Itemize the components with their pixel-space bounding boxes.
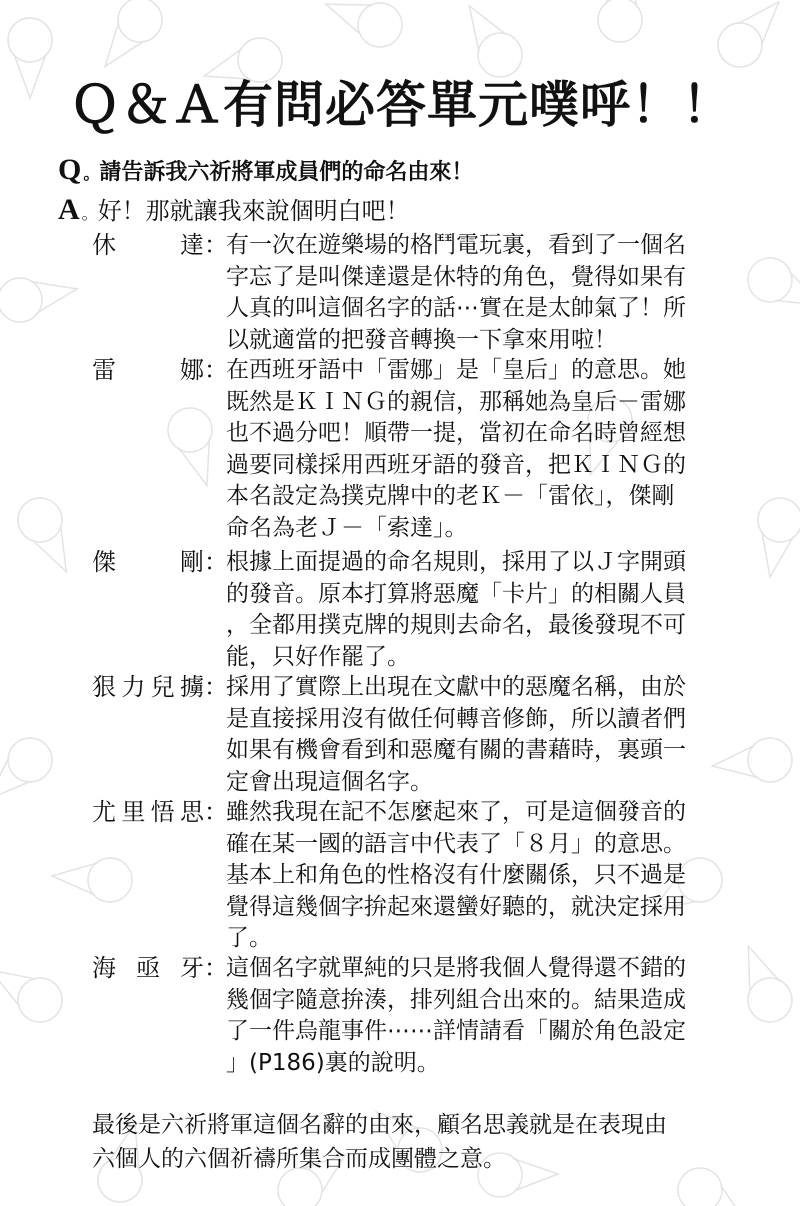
answer-mark-letter: A <box>58 193 80 226</box>
entry-name-char: 雷 <box>92 356 116 384</box>
entry-name-char: 狠 <box>92 673 116 701</box>
entry-text-line: 字忘了是叫傑達還是休特的角色，覺得如果有 <box>226 263 686 290</box>
entry-text-line: ，全都用撲克牌的規則去命名，最後發現不可 <box>226 612 686 638</box>
entry-text-line: 也不過分吧！順帶一提，當初在命名時曾經想 <box>226 420 686 446</box>
entry-text-line: 的發音。原本打算將惡魔「卡片」的相關人員 <box>226 580 686 607</box>
entry-name-chars <box>92 797 204 828</box>
entry-text-line: 人真的叫這個名字的話⋯實在是太帥氣了！所 <box>226 295 686 321</box>
question-text: 請告訴我六祈將軍成員們的命名由來！ <box>99 160 474 185</box>
entry-name <box>92 355 222 386</box>
entry-text-line: 本名設定為撲克牌中的老Ｋ－「雷依」，傑剛 <box>226 483 675 509</box>
entry-name-char: 兒 <box>150 673 175 701</box>
entry-name-chars <box>92 547 204 578</box>
entry-colon: ： <box>204 356 228 384</box>
entry-text-line: 覺得這幾個字拚起來還蠻好聽的，就決定採用 <box>226 893 686 920</box>
entry-name-char: 剛 <box>180 548 204 576</box>
entry-name-chars <box>92 953 204 984</box>
entry-name <box>92 797 222 828</box>
entry-name-char: 亟 <box>136 954 160 982</box>
entry-text-line: 基本上和角色的性格沒有什麼關係，只不過是 <box>226 862 686 888</box>
entry-colon: ： <box>204 798 228 826</box>
entry-text <box>226 230 752 356</box>
entry-text-line: 有一次在遊樂場的格鬥電玩裏，看到了一個名 <box>226 232 686 258</box>
entry-text-line: 過要同樣採用西班牙語的發音，把ＫＩＮＧ的 <box>226 451 686 478</box>
closing-line: 最後是六祈將軍這個名辭的由來，顧名思義就是在表現由 <box>92 1112 667 1138</box>
entry-name-char: 牙 <box>180 954 204 982</box>
entry-name-char: 尤 <box>92 798 116 826</box>
entry-text-line: 既然是ＫＩＮＧ的親信，那稱她為皇后－雷娜 <box>226 388 686 415</box>
entry-text-line: 採用了實際上出現在文獻中的惡魔名稱，由於 <box>226 674 686 700</box>
entry-name-char: 傑 <box>92 548 116 576</box>
closing-line: 六個人的六個祈禱所集合而成團體之意。 <box>92 1146 506 1172</box>
entry-text-line: 如果有機會看到和惡魔有關的書藉時，裏頭一 <box>226 737 686 763</box>
entry-name-char: 擄 <box>179 673 204 701</box>
entry-text-line: 以就適當的把發音轉換一下拿來用啦！ <box>226 326 617 353</box>
entry-text-line: 定會出現這個名字。 <box>226 768 433 795</box>
entry-text-line: 命名為老Ｊ－「索達」。 <box>226 514 468 541</box>
entry-text-line: 能，只好作罷了。 <box>226 643 410 670</box>
page-title: Ｑ＆Ａ有問必答單元噗呼！！ <box>70 76 733 134</box>
entry-text <box>226 953 752 1079</box>
entry-text <box>226 355 752 544</box>
entry-text <box>226 547 752 673</box>
entry-name-char: 悟 <box>150 798 175 826</box>
answer-line <box>58 193 410 231</box>
entry-text-line: 了一件烏龍事件⋯⋯詳情請看「關於角色設定 <box>226 1018 686 1044</box>
entry-colon: ： <box>204 548 228 576</box>
entry-name <box>92 547 222 578</box>
entry-name <box>92 953 222 984</box>
question-mark-letter: Q <box>58 153 82 186</box>
entry-name-char: 力 <box>121 673 146 701</box>
entry-name-char: 休 <box>92 231 116 259</box>
entry-name <box>92 672 222 703</box>
entry-text <box>226 797 752 955</box>
entry-text <box>226 672 752 798</box>
closing-paragraph <box>92 1108 752 1176</box>
answer-text: 好！那就讓我來說個明白吧！ <box>97 197 410 225</box>
question-line <box>58 155 473 189</box>
entry-name-char: 達 <box>180 231 204 259</box>
entry-name-chars <box>92 355 204 386</box>
entry-text-line: 」(P186)裏的說明。 <box>226 1049 440 1076</box>
entry-name-chars <box>92 230 204 261</box>
entry-text-line: 在西班牙語中「雷娜」是「皇后」的意思。她 <box>226 357 686 383</box>
entry-name-char: 里 <box>121 798 146 826</box>
entry-text-line: 是直接採用沒有做任何轉音修飾，所以讀者們 <box>226 705 686 732</box>
entry-text-line: 根據上面提過的命名規則，採用了以Ｊ字開頭 <box>226 549 686 575</box>
entry-name-char: 娜 <box>180 356 204 384</box>
entry-text-line: 雖然我現在記不怎麼起來了，可是這個發音的 <box>226 799 686 825</box>
entry-text-line: 確在某一國的語言中代表了「８月」的意思。 <box>226 830 686 857</box>
entry-colon: ： <box>204 954 228 982</box>
entry-name-char: 思 <box>179 798 204 826</box>
entry-text-line: 這個名字就單純的只是將我個人覺得還不錯的 <box>226 955 686 981</box>
entry-name-char: 海 <box>92 954 116 982</box>
entry-text-line: 了。 <box>226 925 272 951</box>
entry-name-chars <box>92 672 204 703</box>
entry-text-line: 幾個字隨意拚湊，排列組合出來的。結果造成 <box>226 986 686 1013</box>
entry-name <box>92 230 222 261</box>
question-mark-dot: 。 <box>83 164 100 183</box>
entry-colon: ： <box>204 231 228 259</box>
entry-colon: ： <box>204 673 228 701</box>
answer-mark-dot: 。 <box>81 204 98 223</box>
